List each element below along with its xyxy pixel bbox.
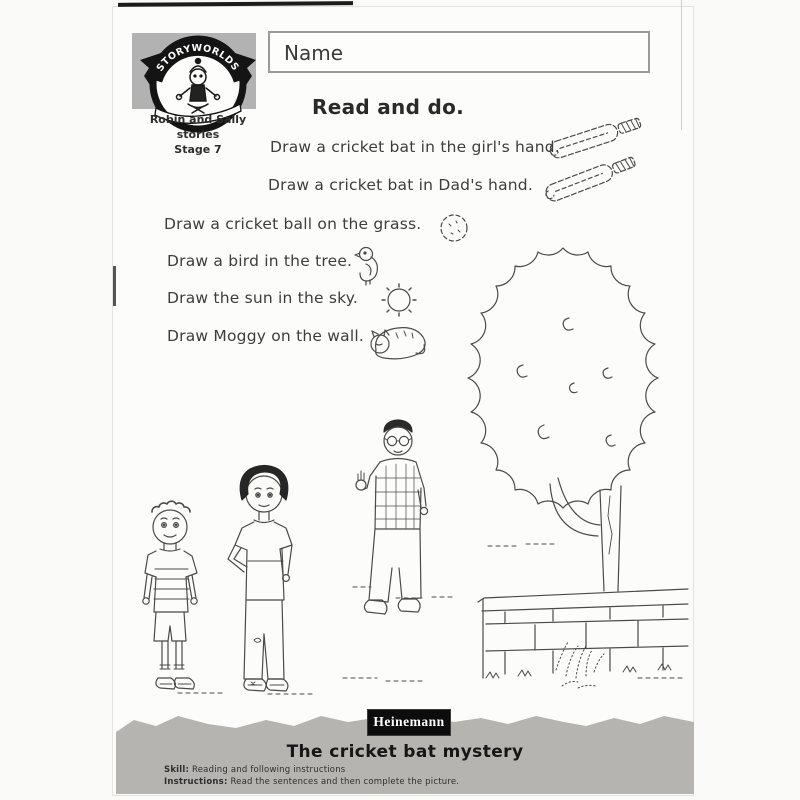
- scene-illustration: [118, 238, 692, 700]
- series-line: Robin and Sally: [149, 113, 247, 126]
- page-title: Read and do.: [312, 95, 465, 119]
- page-edge-line: [681, 0, 682, 130]
- instructions-text: Read the sentences and then complete the picture.: [230, 777, 460, 787]
- skill-text: Reading and following instructions: [192, 765, 346, 775]
- instructions-label: Instructions:: [164, 777, 228, 787]
- task-sentence: Draw the sun in the sky.: [167, 289, 359, 307]
- girl-figure: [228, 466, 292, 692]
- heinemann-logo: Heinemann: [367, 709, 451, 736]
- series-line: stories: [176, 128, 220, 141]
- dad-figure: [356, 420, 428, 614]
- task-sentence: Draw a cricket bat in the girl's hand.: [270, 138, 560, 156]
- cricket-bat-icon: [535, 147, 653, 205]
- storyworlds-brand-text: STORYWORLDS: [154, 42, 242, 74]
- worksheet-title: The cricket bat mystery: [286, 742, 524, 762]
- task-sentence: Draw a bird in the tree.: [167, 252, 353, 270]
- skill-line: [164, 765, 345, 775]
- series-caption: [136, 112, 260, 157]
- task-sentence: Draw Moggy on the wall.: [167, 327, 364, 345]
- task-sentence: Draw a cricket bat in Dad's hand.: [268, 176, 533, 194]
- boy-figure: [143, 501, 197, 689]
- task-sentence: Draw a cricket ball on the grass.: [164, 215, 422, 233]
- skill-label: Skill:: [164, 765, 190, 775]
- instructions-line: [164, 777, 459, 787]
- name-field-box: [268, 31, 650, 73]
- series-line: Stage 7: [174, 143, 222, 156]
- name-label: Name: [284, 41, 344, 65]
- scan-artifact: [113, 266, 116, 306]
- tree-icon: [468, 248, 658, 508]
